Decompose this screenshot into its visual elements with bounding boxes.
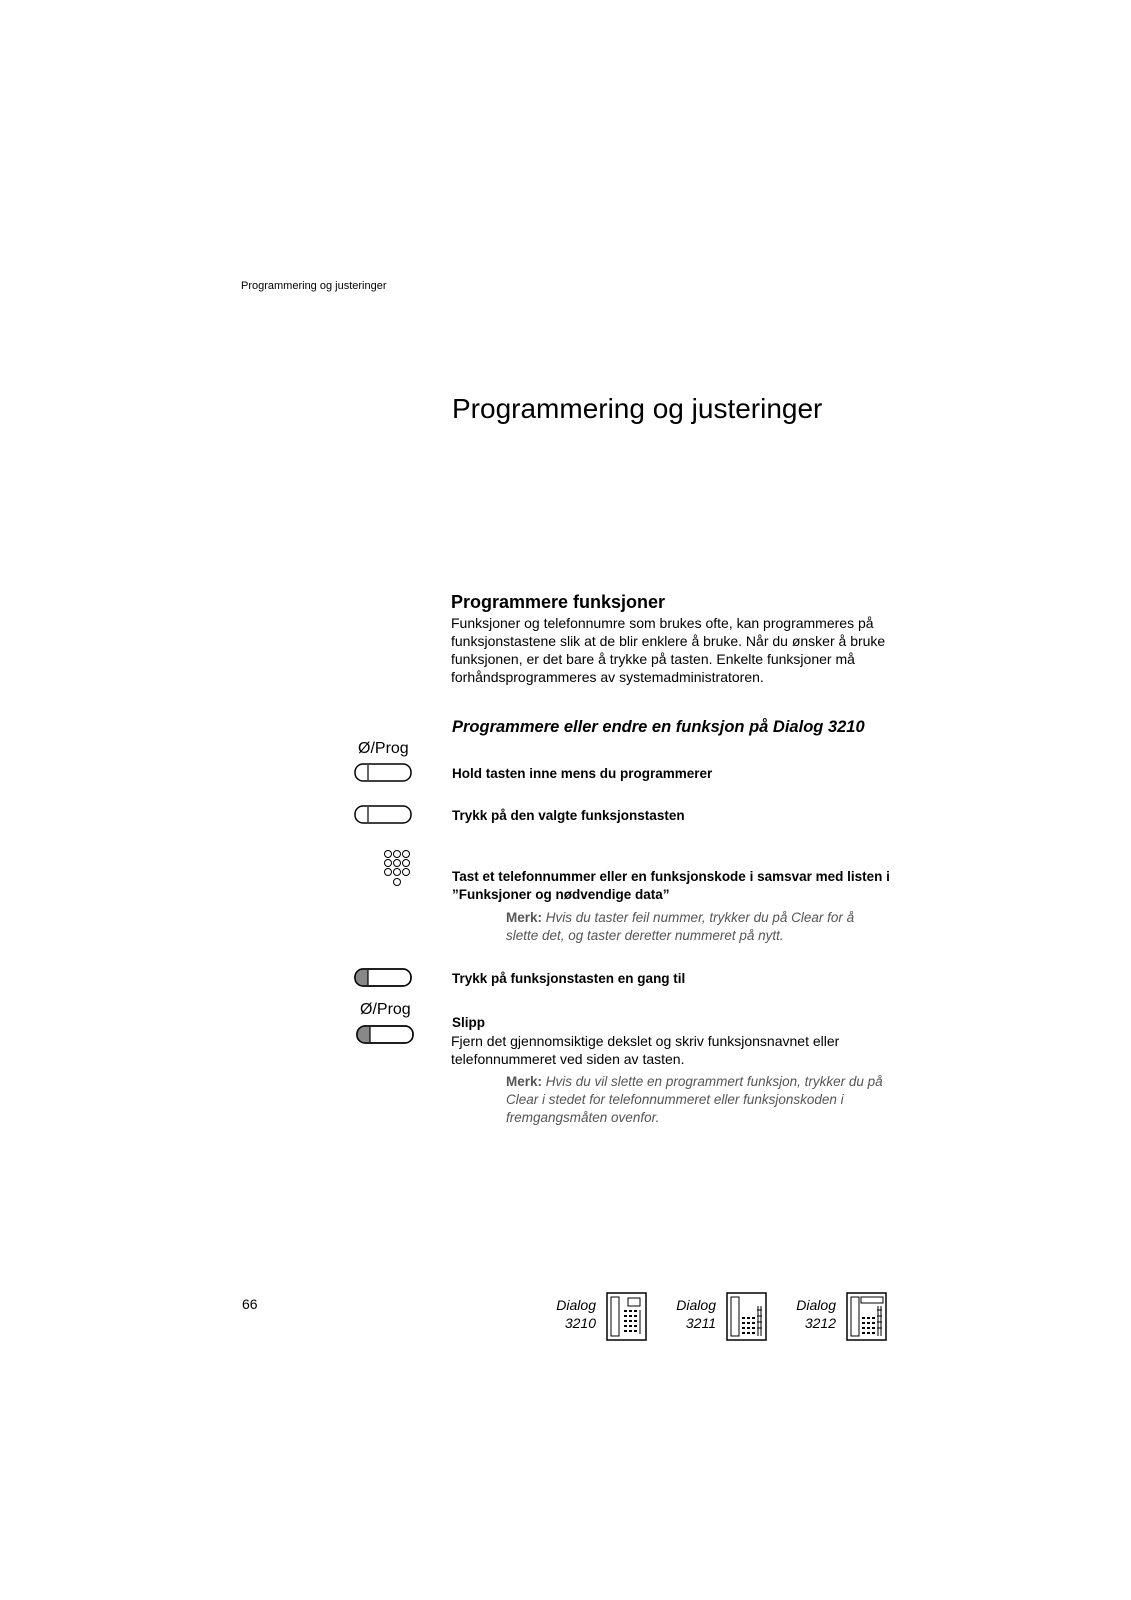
model-number: 3210	[564, 1315, 596, 1331]
phone-3212-icon	[846, 1292, 888, 1342]
model-label-3211	[660, 1296, 716, 1332]
subsection-title: Programmere eller endre en funksjon på Dialog 3210	[452, 718, 865, 736]
step-hold-key: Hold tasten inne mens du programmerer	[452, 766, 713, 781]
step-dial-number: Tast et telefonnummer eller en funksjonskode i samsvar med listen i ”Funksjoner og nødvendige data”	[452, 869, 890, 902]
function-key-icon	[354, 804, 414, 826]
model-name: Dialog	[556, 1297, 596, 1313]
note-label: Merk:	[506, 1074, 543, 1089]
function-key-pressed-icon	[354, 967, 414, 989]
page-title: Programmering og justeringer	[452, 393, 823, 424]
step-press-function-key: Trykk på den valgte funksjonstasten	[452, 808, 685, 823]
note-wrong-number	[506, 909, 886, 945]
clear-slash-icon: Ø	[360, 1001, 373, 1018]
note-label: Merk:	[506, 910, 543, 925]
model-name: Dialog	[676, 1297, 716, 1313]
running-header: Programmering og justeringer	[241, 280, 387, 292]
note-text: Hvis du vil slette en programmert funksjon, trykker du på Clear i stedet for telefonnummeret eller funksjonskoden i fremgangsmåten ovenfor.	[506, 1074, 883, 1125]
prog-key-label	[358, 740, 409, 758]
prog-key-icon	[354, 762, 414, 784]
model-name: Dialog	[796, 1297, 836, 1313]
model-label-3212	[780, 1296, 836, 1332]
clear-slash-icon: Ø	[358, 740, 371, 757]
step-release: Slipp	[452, 1015, 485, 1030]
prog-label-text: /Prog	[372, 1001, 411, 1018]
note-delete-function	[506, 1073, 886, 1127]
step-release-detail: Fjern det gjennomsiktige dekslet og skriv funksjonsnavnet eller telefonnummeret ved siden av tasten.	[451, 1033, 840, 1067]
prog-label-text: /Prog	[370, 740, 409, 757]
step-press-again: Trykk på funksjonstasten en gang til	[452, 971, 686, 986]
model-label-3210	[540, 1296, 596, 1332]
note-text: Hvis du taster feil nummer, trykker du på Clear for å slette det, og taster deretter nummeret på nytt.	[506, 910, 855, 943]
page-number: 66	[242, 1296, 258, 1312]
prog-key-pressed-icon	[356, 1024, 416, 1046]
phone-3211-icon	[726, 1292, 768, 1342]
phone-3210-icon	[606, 1292, 648, 1342]
keypad-icon	[382, 849, 416, 893]
model-number: 3211	[685, 1315, 716, 1331]
section-title: Programmere funksjoner	[451, 592, 666, 612]
model-number: 3212	[804, 1315, 836, 1331]
prog-key-label-2	[360, 1001, 411, 1019]
section-intro: Funksjoner og telefonnumre som brukes ofte, kan programmeres på funksjonstastene slik at de blir enklere å bruke. Når du ønsker å bruke funksjonen, er det bare å trykke på tasten. Enkelte funksjoner må forhåndsprogrammeres av systemadministratoren.	[451, 615, 886, 685]
